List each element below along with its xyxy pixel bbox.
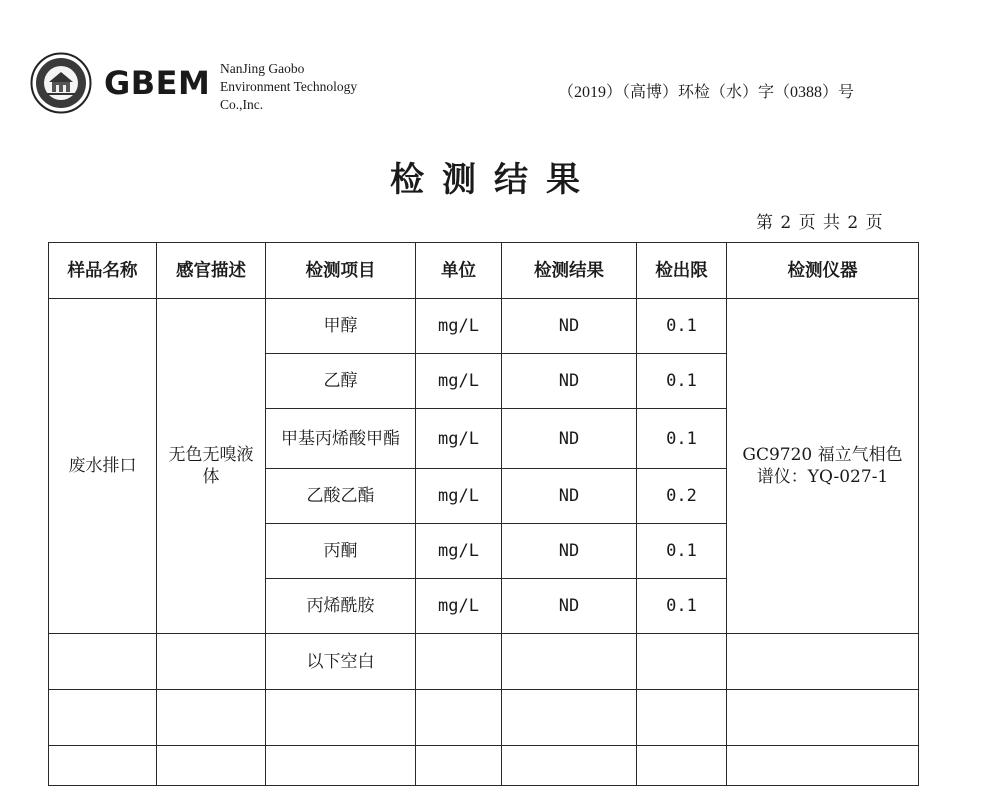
empty-cell xyxy=(727,634,919,690)
limit-cell: 0.1 xyxy=(637,524,727,579)
table-row xyxy=(49,634,919,690)
empty-cell xyxy=(157,746,266,786)
empty-cell xyxy=(416,690,502,746)
unit-cell: mg/L xyxy=(416,409,502,469)
blank-note-cell: 以下空白 xyxy=(266,634,416,690)
result-cell: ND xyxy=(502,354,637,409)
column-header: 检测项目 xyxy=(266,243,416,299)
limit-cell: 0.1 xyxy=(637,579,727,634)
limit-cell: 0.2 xyxy=(637,469,727,524)
empty-cell xyxy=(637,746,727,786)
table-row xyxy=(49,299,919,354)
item-cell: 甲醇 xyxy=(266,299,416,354)
result-cell: ND xyxy=(502,299,637,354)
sensory-cell xyxy=(157,299,266,634)
empty-cell xyxy=(416,746,502,786)
unit-cell: mg/L xyxy=(416,469,502,524)
unit-cell: mg/L xyxy=(416,354,502,409)
limit-cell: 0.1 xyxy=(637,299,727,354)
result-cell: ND xyxy=(502,524,637,579)
empty-cell xyxy=(157,634,266,690)
item-cell: 乙酸乙酯 xyxy=(266,469,416,524)
result-cell: ND xyxy=(502,409,637,469)
company-seal-logo xyxy=(30,52,92,114)
empty-cell xyxy=(502,634,637,690)
table-header-row xyxy=(49,243,919,299)
logo-wordmark: GBEM xyxy=(104,64,211,102)
table-row xyxy=(49,690,919,746)
empty-cell xyxy=(157,690,266,746)
item-cell: 丙酮 xyxy=(266,524,416,579)
limit-cell: 0.1 xyxy=(637,354,727,409)
limit-cell: 0.1 xyxy=(637,409,727,469)
empty-cell xyxy=(49,634,157,690)
unit-cell: mg/L xyxy=(416,299,502,354)
result-cell: ND xyxy=(502,579,637,634)
page-indicator: 第 2 页 共 2 页 xyxy=(756,213,884,233)
company-line: Environment Technology xyxy=(220,79,358,94)
sample-name-cell: 废水排口 xyxy=(49,299,157,634)
item-cell: 甲基丙烯酸甲酯 xyxy=(266,409,416,469)
column-header: 感官描述 xyxy=(157,243,266,299)
document-number: （2019）（高博）环检（水）字（0388）号 xyxy=(558,84,855,101)
company-line: Co.,Inc. xyxy=(220,97,264,112)
empty-cell xyxy=(49,746,157,786)
empty-cell xyxy=(727,690,919,746)
column-header: 检出限 xyxy=(637,243,727,299)
item-cell: 丙烯酰胺 xyxy=(266,579,416,634)
empty-cell xyxy=(266,746,416,786)
empty-cell xyxy=(727,746,919,786)
column-header: 样品名称 xyxy=(49,243,157,299)
sensory-text: 无色无嗅液体 xyxy=(168,445,254,487)
instrument-cell xyxy=(727,299,919,634)
empty-cell xyxy=(502,690,637,746)
page-title: 检测结果 xyxy=(390,160,598,200)
column-header: 检测结果 xyxy=(502,243,637,299)
unit-cell: mg/L xyxy=(416,524,502,579)
table-row xyxy=(49,746,919,786)
empty-cell xyxy=(416,634,502,690)
empty-cell xyxy=(502,746,637,786)
unit-cell: mg/L xyxy=(416,579,502,634)
instrument-text: GC9720 福立气相色谱仪：YQ-027-1 xyxy=(742,445,903,487)
empty-cell xyxy=(49,690,157,746)
empty-cell xyxy=(637,634,727,690)
empty-cell xyxy=(266,690,416,746)
item-cell: 乙醇 xyxy=(266,354,416,409)
column-header: 检测仪器 xyxy=(727,243,919,299)
empty-cell xyxy=(637,690,727,746)
company-line: NanJing Gaobo xyxy=(220,61,305,76)
result-cell: ND xyxy=(502,469,637,524)
results-table xyxy=(48,242,919,786)
column-header: 单位 xyxy=(416,243,502,299)
company-name xyxy=(220,60,357,114)
